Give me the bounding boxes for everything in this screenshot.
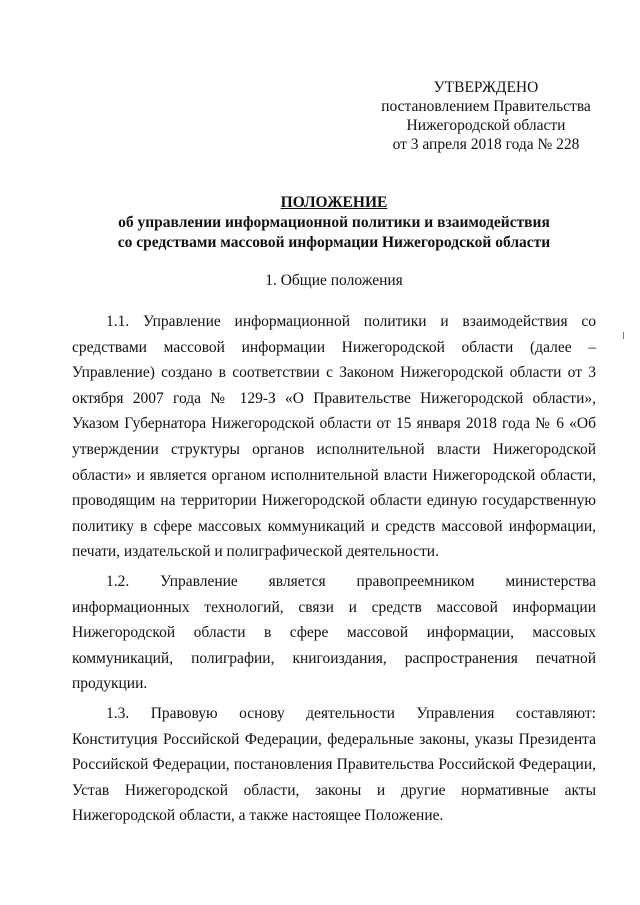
document-title: ПОЛОЖЕНИЕ [280, 194, 388, 211]
approval-line-3: от 3 апреля 2018 года № 228 [392, 136, 580, 153]
paragraph-1-1: 1.1. Управление информационной политики и взаимодействия со средствами массовой информации Нижегородской области (далее – Управление) создано в соответствии с Законом Нижегородской области от 3 октября 2007 года № 129-З «О Правительстве Нижегородской области», Указом Губернатора Нижегородской области от 15 января 2018 года № 6 «Об утверждении структуры органов исполнительной власти Нижегородской области» и является органом исполнительной власти Нижегородской области, проводящим на территории Нижегородской области единую государственную политику в сфере массовых коммуникаций и средств массовой информации, печати, издательской и полиграфической деятельности. [72, 313, 596, 561]
document-body [72, 309, 596, 829]
scan-margin-mark [623, 332, 624, 339]
approval-line-2: Нижегородской области [406, 117, 566, 134]
section-heading: 1. Общие положения [265, 272, 403, 289]
approval-heading: УТВЕРЖДЕНО [433, 79, 539, 96]
document-title-block [70, 193, 598, 253]
document-subtitle-line-2: со средствами массовой информации Нижегородской области [117, 234, 551, 251]
approval-stamp [376, 78, 596, 154]
approval-line-1: постановлением Правительства [381, 98, 591, 115]
paragraph-1-2: 1.2. Управление является правопреемником министерства информационных технологий, связи и средств массовой информации Нижегородской области в сфере массовой информации, массовых коммуникаций, полиграфии, книгоиздания, распространения печатной продукции. [72, 572, 596, 693]
paragraph-1-3: 1.3. Правовую основу деятельности Управления составляют: Конституция Российской Федерации, федеральные законы, указы Президента Российской Федерации, постановления Правительства Российской Федерации, Устав Нижегородской области, законы и другие нормативные акты Нижегородской области, а также настоящее Положение. [72, 704, 596, 825]
document-subtitle-line-1: об управлении информационной политики и взаимодействия [118, 214, 550, 231]
